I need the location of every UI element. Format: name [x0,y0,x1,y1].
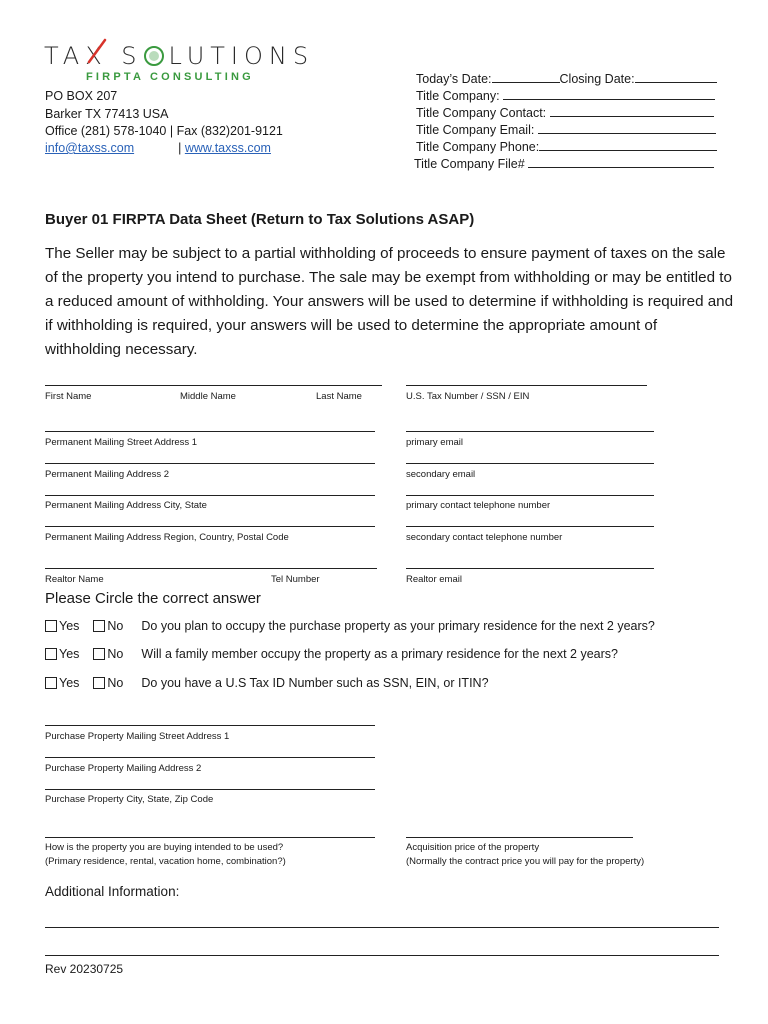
yes-checkbox-3[interactable] [45,677,57,689]
no-option-2[interactable] [93,647,123,661]
question-text-2: Will a family member occupy the property as a primary residence for the next 2 years? [141,647,618,661]
yes-label: Yes [59,619,80,633]
property-use-label: How is the property you are buying intended to be used? [45,842,284,853]
title-company-file-label: Title Company File# [414,157,525,171]
tax-number-label: U.S. Tax Number / SSN / EIN [406,391,530,402]
website-link[interactable]: www.taxss.com [184,141,271,155]
revision-label: Rev 20230725 [45,962,124,976]
acquisition-price-line[interactable] [406,837,633,838]
logo-red-swoosh-icon [86,38,108,64]
acquisition-price-hint: (Normally the contract price you will pay for the property) [406,856,645,867]
property-address2-line[interactable] [45,757,375,758]
title-company-field[interactable] [503,89,715,100]
title-company-email-label: Title Company Email: [416,123,535,137]
region-label: Permanent Mailing Address Region, Country, Postal Code [45,532,289,543]
logo-word-lutions: LUTIONS [168,42,315,70]
document-title: Buyer 01 FIRPTA Data Sheet (Return to Tax Solutions ASAP) [45,211,475,228]
no-option-3[interactable] [93,676,123,690]
property-address2-label: Purchase Property Mailing Address 2 [45,763,202,774]
question-row-3 [45,676,489,690]
questions-heading: Please Circle the correct answer [45,590,261,607]
acquisition-price-label: Acquisition price of the property [406,842,540,853]
primary-phone-label: primary contact telephone number [406,500,551,511]
primary-email-line[interactable] [406,431,654,432]
name-line[interactable] [45,385,382,386]
property-street1-label: Purchase Property Mailing Street Address 1 [45,731,230,742]
yes-checkbox-1[interactable] [45,620,57,632]
address2-line[interactable] [45,463,375,464]
region-line[interactable] [45,526,375,527]
city-line: Barker TX 77413 USA [45,107,169,121]
first-name-label: First Name [45,391,92,402]
secondary-phone-line[interactable] [406,526,654,527]
date-fields-row [416,72,717,86]
intro-paragraph: The Seller may be subject to a partial withholding of proceeds to ensure payment of taxes on the sale of the property you intend to purchase. The sale may be exempt from withholding or may be entitled to a reduced amount of withholding. Your answers will be used to determine if withholding is required and if withholding is required, your answers will be used to determine the appropriate amount of withholding necessary. [45,245,734,358]
question-text-3: Do you have a U.S Tax ID Number such as SSN, EIN, or ITIN? [141,676,489,690]
street1-label: Permanent Mailing Street Address 1 [45,437,198,448]
additional-info-heading: Additional Information: [45,884,180,899]
address2-label: Permanent Mailing Address 2 [45,469,170,480]
no-checkbox-2[interactable] [93,648,105,660]
realtor-name-label: Realtor Name [45,574,104,585]
secondary-email-label: secondary email [406,469,476,480]
logo-tagline: FIRPTA CONSULTING [86,71,254,83]
title-company-contact-row [416,106,714,120]
title-company-email-row [416,123,716,137]
yes-label: Yes [59,647,80,661]
yes-option-1[interactable] [45,619,79,633]
additional-info-line-1[interactable] [45,927,719,928]
last-name-label: Last Name [316,391,362,402]
no-checkbox-1[interactable] [93,620,105,632]
yes-label: Yes [59,676,80,690]
brand-logo [44,42,314,70]
no-checkbox-3[interactable] [93,677,105,689]
title-company-phone-row [416,140,717,154]
city-state-label: Permanent Mailing Address City, State [45,500,207,511]
tel-number-label: Tel Number [271,574,320,585]
question-text-1: Do you plan to occupy the purchase property as your primary residence for the next 2 years? [141,619,655,633]
secondary-phone-label: secondary contact telephone number [406,532,563,543]
title-company-file-row [414,157,714,171]
primary-email-label: primary email [406,437,464,448]
yes-option-3[interactable] [45,676,79,690]
todays-date-label: Today’s Date: [416,72,492,86]
logo-word-s: S [121,42,143,70]
closing-date-field[interactable] [635,72,717,83]
property-city-line[interactable] [45,789,375,790]
no-label: No [107,647,124,661]
yes-checkbox-2[interactable] [45,648,57,660]
property-city-label: Purchase Property City, State, Zip Code [45,794,214,805]
title-company-label: Title Company: [416,89,500,103]
title-company-email-field[interactable] [538,123,716,134]
street1-line[interactable] [45,431,375,432]
title-company-contact-field[interactable] [550,106,714,117]
phone-fax: Office (281) 578-1040 | Fax (832)201-9121 [45,124,283,138]
no-label: No [107,676,124,690]
title-company-file-field[interactable] [528,157,714,168]
question-row-1 [45,619,655,633]
no-option-1[interactable] [93,619,123,633]
property-street1-line[interactable] [45,725,375,726]
yes-option-2[interactable] [45,647,79,661]
po-box: PO BOX 207 [45,89,118,103]
primary-phone-line[interactable] [406,495,654,496]
property-use-hint: (Primary residence, rental, vacation home, combination?) [45,856,286,867]
realtor-line[interactable] [45,568,377,569]
title-company-row [416,89,715,103]
property-use-line[interactable] [45,837,375,838]
realtor-email-label: Realtor email [406,574,462,585]
email-link[interactable]: info@taxss.com [45,141,135,155]
secondary-email-line[interactable] [406,463,654,464]
no-label: No [107,619,124,633]
closing-date-label: Closing Date: [559,72,635,86]
logo-globe-icon [144,46,164,66]
link-separator: | [178,141,182,155]
middle-name-label: Middle Name [180,391,236,402]
title-company-phone-field[interactable] [539,140,717,151]
realtor-email-line[interactable] [406,568,654,569]
title-company-contact-label: Title Company Contact: [416,106,547,120]
title-company-phone-label: Title Company Phone: [416,140,540,154]
question-row-2 [45,647,618,661]
city-state-line[interactable] [45,495,375,496]
tax-number-line[interactable] [406,385,647,386]
contact-links-row [45,141,271,155]
logo-word-tax: TAX [44,42,108,70]
todays-date-field[interactable] [492,72,560,83]
additional-info-line-2[interactable] [45,955,719,956]
